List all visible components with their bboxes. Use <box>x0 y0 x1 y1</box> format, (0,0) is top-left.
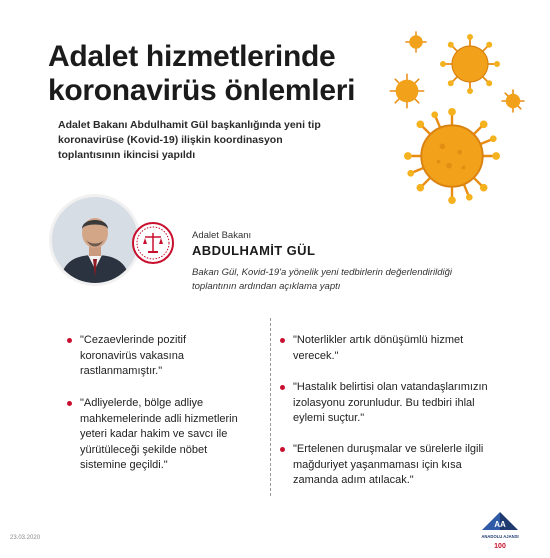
virus-large-illustration <box>404 108 500 204</box>
portrait-illustration <box>52 197 138 283</box>
quote-text: "Hastalık belirtisi olan vatandaşlarımızın izolasyonu zorunludur. Bu tedbiri ihlal eylemi suçtur." <box>293 381 488 424</box>
bullet-icon <box>280 338 285 343</box>
quote-text: "Cezaevlerinde pozitif koronavirüs vakasına rastlanmamıştır." <box>80 334 187 377</box>
page-title <box>48 40 378 108</box>
person-name: ABDULHAMİT GÜL <box>192 243 316 258</box>
virus-tiny-illustration <box>404 30 428 54</box>
title-line-1: Adalet hizmetlerinde <box>48 40 336 73</box>
quote-text: "Ertelenen duruşmalar ve sürelerle ilgili mağduriyet yaşanmaması için kısa zamanda adım atılacak." <box>293 443 484 486</box>
bullet-icon <box>67 338 72 343</box>
virus-side-illustration <box>500 88 526 114</box>
lead-paragraph: Adalet Bakanı Abdulhamit Gül başkanlığında yeni tip koronavirüse (Kovid-19) ilişkin koordinasyon toplantısının ikincisi yapıldı <box>58 119 321 161</box>
footer-date: 23.03.2020 <box>10 535 41 541</box>
logo-abbr: AA <box>494 520 506 529</box>
bullet-icon <box>67 401 72 406</box>
quote-left-1 <box>80 333 240 380</box>
bullet-icon <box>280 385 285 390</box>
anadolu-agency-logo <box>478 510 522 550</box>
logo-badge: 100 <box>494 543 506 550</box>
quote-text: "Adliyelerde, bölge adliye mahkemelerinde adli hizmetlerin yeteri kadar hakim ve savcı ile yürütüleceği şekilde nöbet sistemine geçildi." <box>80 397 238 471</box>
quote-right-1 <box>293 333 493 364</box>
quote-text: "Noterlikler artık dönüşümlü hizmet verecek." <box>293 334 464 362</box>
virus-small-illustration <box>388 72 426 110</box>
person-note: Bakan Gül, Kovid-19'a yönelik yeni tedbirlerin değerlendirildiği toplantının ardından açıklama yaptı <box>192 267 453 292</box>
logo-brand: ANADOLU AJANSI <box>481 534 519 539</box>
bullet-icon <box>280 447 285 452</box>
quote-right-2 <box>293 380 505 427</box>
quote-right-3 <box>293 442 503 489</box>
minister-portrait <box>52 197 138 283</box>
ministry-emblem-icon <box>132 222 174 264</box>
title-line-2: koronavirüs önlemleri <box>48 74 356 107</box>
quote-left-2 <box>80 396 252 474</box>
person-role: Adalet Bakanı <box>192 230 252 241</box>
column-divider <box>270 318 271 496</box>
virus-medium-illustration <box>440 34 500 94</box>
